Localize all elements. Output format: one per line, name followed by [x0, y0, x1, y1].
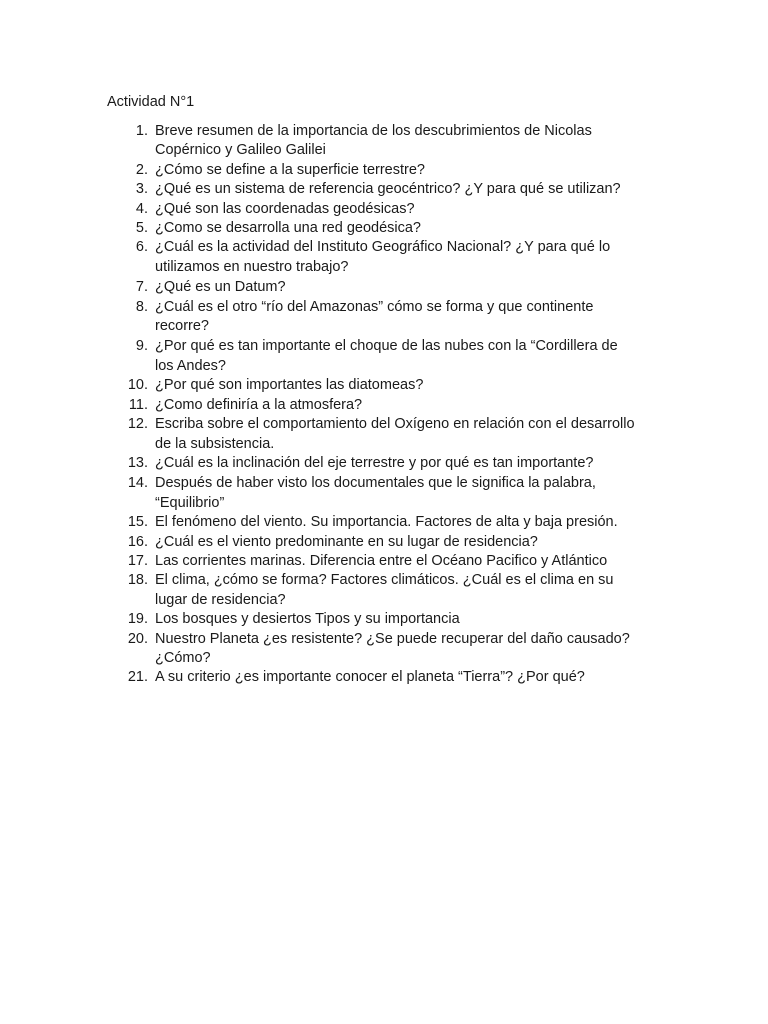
question-number: 3.	[135, 181, 148, 198]
question-item	[0, 396, 768, 415]
question-item	[0, 337, 768, 376]
question-item	[0, 122, 768, 161]
question-text	[155, 376, 668, 395]
question-text	[155, 630, 668, 669]
question-item	[0, 180, 768, 199]
question-item	[0, 533, 768, 552]
question-item	[0, 376, 768, 395]
question-text-line: ¿Qué es un sistema de referencia geocéntrico? ¿Y para qué se utilizan?	[155, 181, 621, 198]
question-text-line: ¿Cómo?	[155, 649, 211, 666]
question-text-line: ¿Por qué es tan importante el choque de las nubes con la “Cordillera de	[155, 338, 618, 355]
question-text	[155, 278, 668, 297]
question-text	[155, 180, 668, 199]
question-text-line: Después de haber visto los documentales que le significa la palabra,	[155, 475, 596, 492]
question-text-line: Copérnico y Galileo Galilei	[155, 142, 326, 159]
question-text	[155, 396, 668, 415]
question-text	[155, 610, 668, 629]
question-text	[155, 219, 668, 238]
question-text-line: utilizamos en nuestro trabajo?	[155, 258, 349, 275]
question-number: 20.	[127, 630, 148, 647]
question-number: 17.	[127, 552, 148, 569]
question-text-line: Breve resumen de la importancia de los descubrimientos de Nicolas	[155, 123, 592, 139]
question-item	[0, 513, 768, 532]
question-item	[0, 474, 768, 513]
question-number: 2.	[135, 161, 148, 178]
question-item	[0, 200, 768, 219]
question-text	[155, 298, 668, 337]
question-text	[155, 200, 668, 219]
question-item	[0, 238, 768, 277]
question-item	[0, 298, 768, 337]
document-title: Actividad N°1	[107, 94, 195, 110]
question-text	[155, 513, 668, 532]
question-item	[0, 552, 768, 571]
question-text-line: recorre?	[155, 318, 209, 335]
question-text	[155, 337, 668, 376]
question-number: 9.	[135, 338, 148, 355]
question-item	[0, 668, 768, 687]
question-number: 18.	[127, 572, 148, 589]
question-number: 1.	[135, 123, 148, 139]
question-text	[155, 161, 668, 180]
question-text-line: Los bosques y desiertos Tipos y su importancia	[155, 611, 460, 628]
question-text	[155, 238, 668, 277]
question-item	[0, 219, 768, 238]
question-text-line: ¿Cómo se define a la superficie terrestre?	[155, 161, 425, 178]
question-text-line: El fenómeno del viento. Su importancia. Factores de alta y baja presión.	[155, 514, 618, 531]
question-text-line: ¿Qué son las coordenadas geodésicas?	[155, 200, 415, 217]
question-list	[0, 122, 768, 688]
question-number: 8.	[135, 298, 148, 315]
question-text-line: Nuestro Planeta ¿es resistente? ¿Se puede recuperar del daño causado?	[155, 630, 630, 647]
question-item	[0, 454, 768, 473]
question-text-line: ¿Por qué son importantes las diatomeas?	[155, 377, 424, 394]
question-number: 12.	[127, 416, 148, 433]
question-text-line: ¿Cuál es el otro “río del Amazonas” cómo se forma y que continente	[155, 298, 594, 315]
question-item	[0, 161, 768, 180]
question-text	[155, 122, 668, 161]
question-text	[155, 533, 668, 552]
question-number: 5.	[135, 220, 148, 237]
question-item	[0, 630, 768, 669]
question-text	[155, 668, 668, 687]
question-number: 19.	[127, 611, 148, 628]
question-text-line: ¿Cuál es la actividad del Instituto Geográfico Nacional? ¿Y para qué lo	[155, 239, 611, 256]
question-number: 13.	[127, 454, 148, 471]
question-text	[155, 415, 668, 454]
question-text-line: ¿Como definiría a la atmosfera?	[155, 396, 363, 413]
question-text-line: ¿Como se desarrolla una red geodésica?	[155, 220, 421, 237]
question-number: 11.	[128, 396, 148, 413]
question-text-line: El clima, ¿cómo se forma? Factores climáticos. ¿Cuál es el clima en su	[155, 572, 614, 589]
question-text-line: ¿Cuál es la inclinación del eje terrestre y por qué es tan importante?	[155, 454, 594, 471]
question-text	[155, 571, 668, 610]
question-number: 15.	[127, 514, 148, 531]
question-number: 14.	[127, 475, 148, 492]
question-number: 21.	[127, 669, 148, 686]
question-text-line: Las corrientes marinas. Diferencia entre el Océano Pacifico y Atlántico	[155, 552, 608, 569]
question-text-line: lugar de residencia?	[155, 591, 286, 608]
question-text-line: A su criterio ¿es importante conocer el planeta “Tierra”? ¿Por qué?	[155, 669, 585, 686]
question-item	[0, 571, 768, 610]
question-text-line: “Equilibrio”	[155, 494, 225, 511]
question-text-line: ¿Cuál es el viento predominante en su lugar de residencia?	[155, 533, 538, 550]
question-number: 6.	[135, 239, 148, 256]
question-number: 10.	[127, 377, 148, 394]
question-number: 16.	[127, 533, 148, 550]
question-text-line: Escriba sobre el comportamiento del Oxígeno en relación con el desarrollo	[155, 416, 635, 433]
question-number: 7.	[135, 279, 148, 296]
question-item	[0, 610, 768, 629]
question-text	[155, 474, 668, 513]
question-text	[155, 552, 668, 571]
question-text-line: de la subsistencia.	[155, 435, 275, 452]
question-item	[0, 278, 768, 297]
question-text-line: ¿Qué es un Datum?	[155, 279, 286, 296]
question-text	[155, 454, 668, 473]
question-number: 4.	[135, 200, 148, 217]
question-text-line: los Andes?	[155, 357, 226, 374]
question-item	[0, 415, 768, 454]
